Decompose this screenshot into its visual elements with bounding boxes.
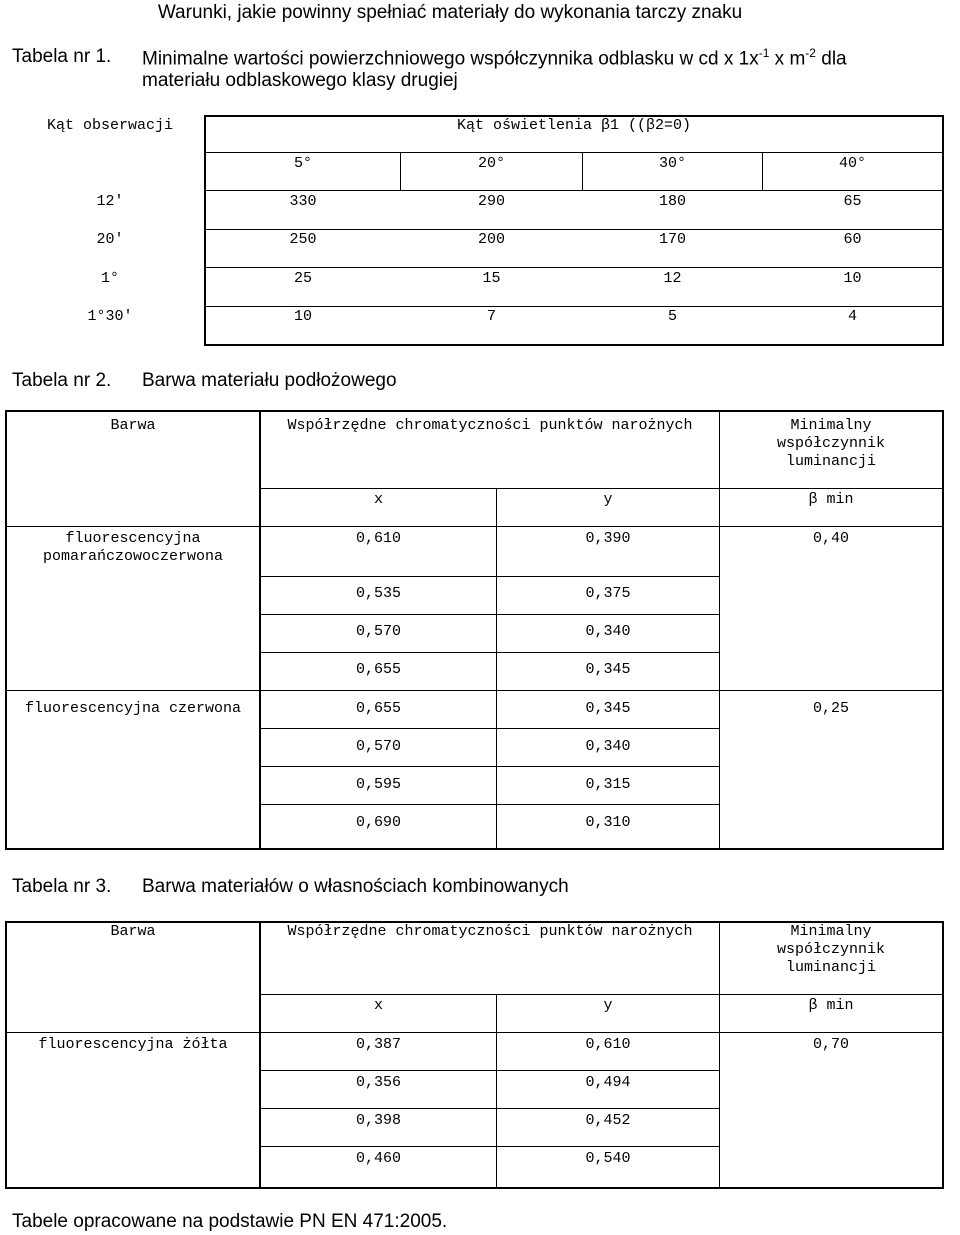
- table3-y: 0,452: [585, 1112, 631, 1129]
- table2-y: 0,375: [585, 585, 631, 602]
- table1-cell: 65: [843, 193, 862, 210]
- table2-x: 0,570: [355, 738, 401, 755]
- table2-header-y: y: [603, 491, 613, 508]
- table1-cell: 170: [658, 231, 686, 248]
- table1-header-observation: Kąt obserwacji: [46, 117, 174, 134]
- table1-cell: 250: [289, 231, 317, 248]
- table2-x: 0,610: [355, 530, 401, 547]
- table1-cell: 25: [293, 270, 312, 287]
- table3-header-min-3: luminancji: [785, 959, 876, 976]
- table3-x: 0,387: [355, 1036, 401, 1053]
- table2-x: 0,570: [355, 623, 401, 640]
- table3-header-color: Barwa: [110, 923, 156, 940]
- table3-header-beta: β min: [808, 997, 854, 1014]
- table3-caption-number: Tabela nr 3.: [12, 876, 112, 897]
- table2-y: 0,340: [585, 623, 631, 640]
- table1-cell: 5: [667, 308, 677, 325]
- table1-angle: 40°: [838, 155, 866, 172]
- table2-header-min-2: współczynnik: [776, 435, 886, 452]
- table1-cell: 10: [843, 270, 862, 287]
- table2-header-beta: β min: [808, 491, 854, 508]
- table1-row-obs: 12': [96, 193, 124, 210]
- table2-color-name: fluorescencyjna: [65, 530, 201, 547]
- table1-cell: 10: [293, 308, 312, 325]
- table3-header-min-2: współczynnik: [776, 941, 886, 958]
- table1-cell: 4: [847, 308, 857, 325]
- table2-x: 0,535: [355, 585, 401, 602]
- footer-note: Tabele opracowane na podstawie PN EN 471:2005.: [12, 1211, 448, 1232]
- table2-y: 0,345: [585, 661, 631, 678]
- page-title: Warunki, jakie powinny spełniać materiały do wykonania tarczy znaku: [157, 2, 743, 23]
- table2-beta: 0,25: [812, 700, 849, 717]
- table3-y: 0,610: [585, 1036, 631, 1053]
- table2-y: 0,345: [585, 700, 631, 717]
- table2-header-coords: Współrzędne chromatyczności punktów narożnych: [287, 417, 693, 434]
- table2-x: 0,595: [355, 776, 401, 793]
- table3-header-min-1: Minimalny: [790, 923, 872, 940]
- table2-color-name: fluorescencyjna czerwona: [24, 700, 242, 717]
- table1-row-obs: 1°: [100, 270, 119, 287]
- table2-y: 0,315: [585, 776, 631, 793]
- table2-y: 0,390: [585, 530, 631, 547]
- table3-header-x: x: [373, 997, 383, 1014]
- table2-x: 0,655: [355, 661, 401, 678]
- table1-cell: 15: [482, 270, 501, 287]
- table2-caption: Barwa materiału podłożowego: [142, 370, 397, 391]
- table1-caption-line1: Minimalne wartości powierzchniowego współczynnika odblasku w cd x $1x^{-1}$ x $m^{-2}$ dla: [142, 46, 847, 70]
- table2-beta: 0,40: [812, 530, 849, 547]
- table1-caption-number: Tabela nr 1.: [12, 46, 112, 67]
- table3-x: 0,460: [355, 1150, 401, 1167]
- table3-header-y: y: [603, 997, 613, 1014]
- table2-header-min-1: Minimalny: [790, 417, 872, 434]
- table2-y: 0,310: [585, 814, 631, 831]
- table1-caption-line2: materiału odblaskowego klasy drugiej: [142, 70, 458, 91]
- table1-cell: 7: [486, 308, 496, 325]
- table2-x: 0,690: [355, 814, 401, 831]
- table1-cell: 180: [658, 193, 686, 210]
- table1-cell: 330: [289, 193, 317, 210]
- table3-y: 0,540: [585, 1150, 631, 1167]
- table2-color-name: pomarańczowoczerwona: [42, 548, 224, 565]
- table2-header-color: Barwa: [110, 417, 156, 434]
- table1-cell: 200: [477, 231, 505, 248]
- table2-header-min-3: luminancji: [785, 453, 876, 470]
- table1-header-illumination: Kąt oświetlenia β1 ((β2=0): [456, 117, 692, 134]
- table2-y: 0,340: [585, 738, 631, 755]
- table3-caption: Barwa materiałów o własnościach kombinowanych: [142, 876, 569, 897]
- table3-y: 0,494: [585, 1074, 631, 1091]
- table2-header-x: x: [373, 491, 383, 508]
- table1-cell: 60: [843, 231, 862, 248]
- table1-row-obs: 1°30': [87, 308, 133, 325]
- table3-color-name: fluorescencyjna żółta: [38, 1036, 228, 1053]
- table2-caption-number: Tabela nr 2.: [12, 370, 112, 391]
- table3-x: 0,356: [355, 1074, 401, 1091]
- table3-header-coords: Współrzędne chromatyczności punktów narożnych: [287, 923, 693, 940]
- table1-angle: 20°: [477, 155, 505, 172]
- table3-beta: 0,70: [812, 1036, 849, 1053]
- table1-cell: 12: [663, 270, 682, 287]
- table1-angle: 5°: [293, 155, 312, 172]
- table1-row-obs: 20': [96, 231, 124, 248]
- table2-x: 0,655: [355, 700, 401, 717]
- table1-angle: 30°: [658, 155, 686, 172]
- table3-x: 0,398: [355, 1112, 401, 1129]
- table1-cell: 290: [477, 193, 505, 210]
